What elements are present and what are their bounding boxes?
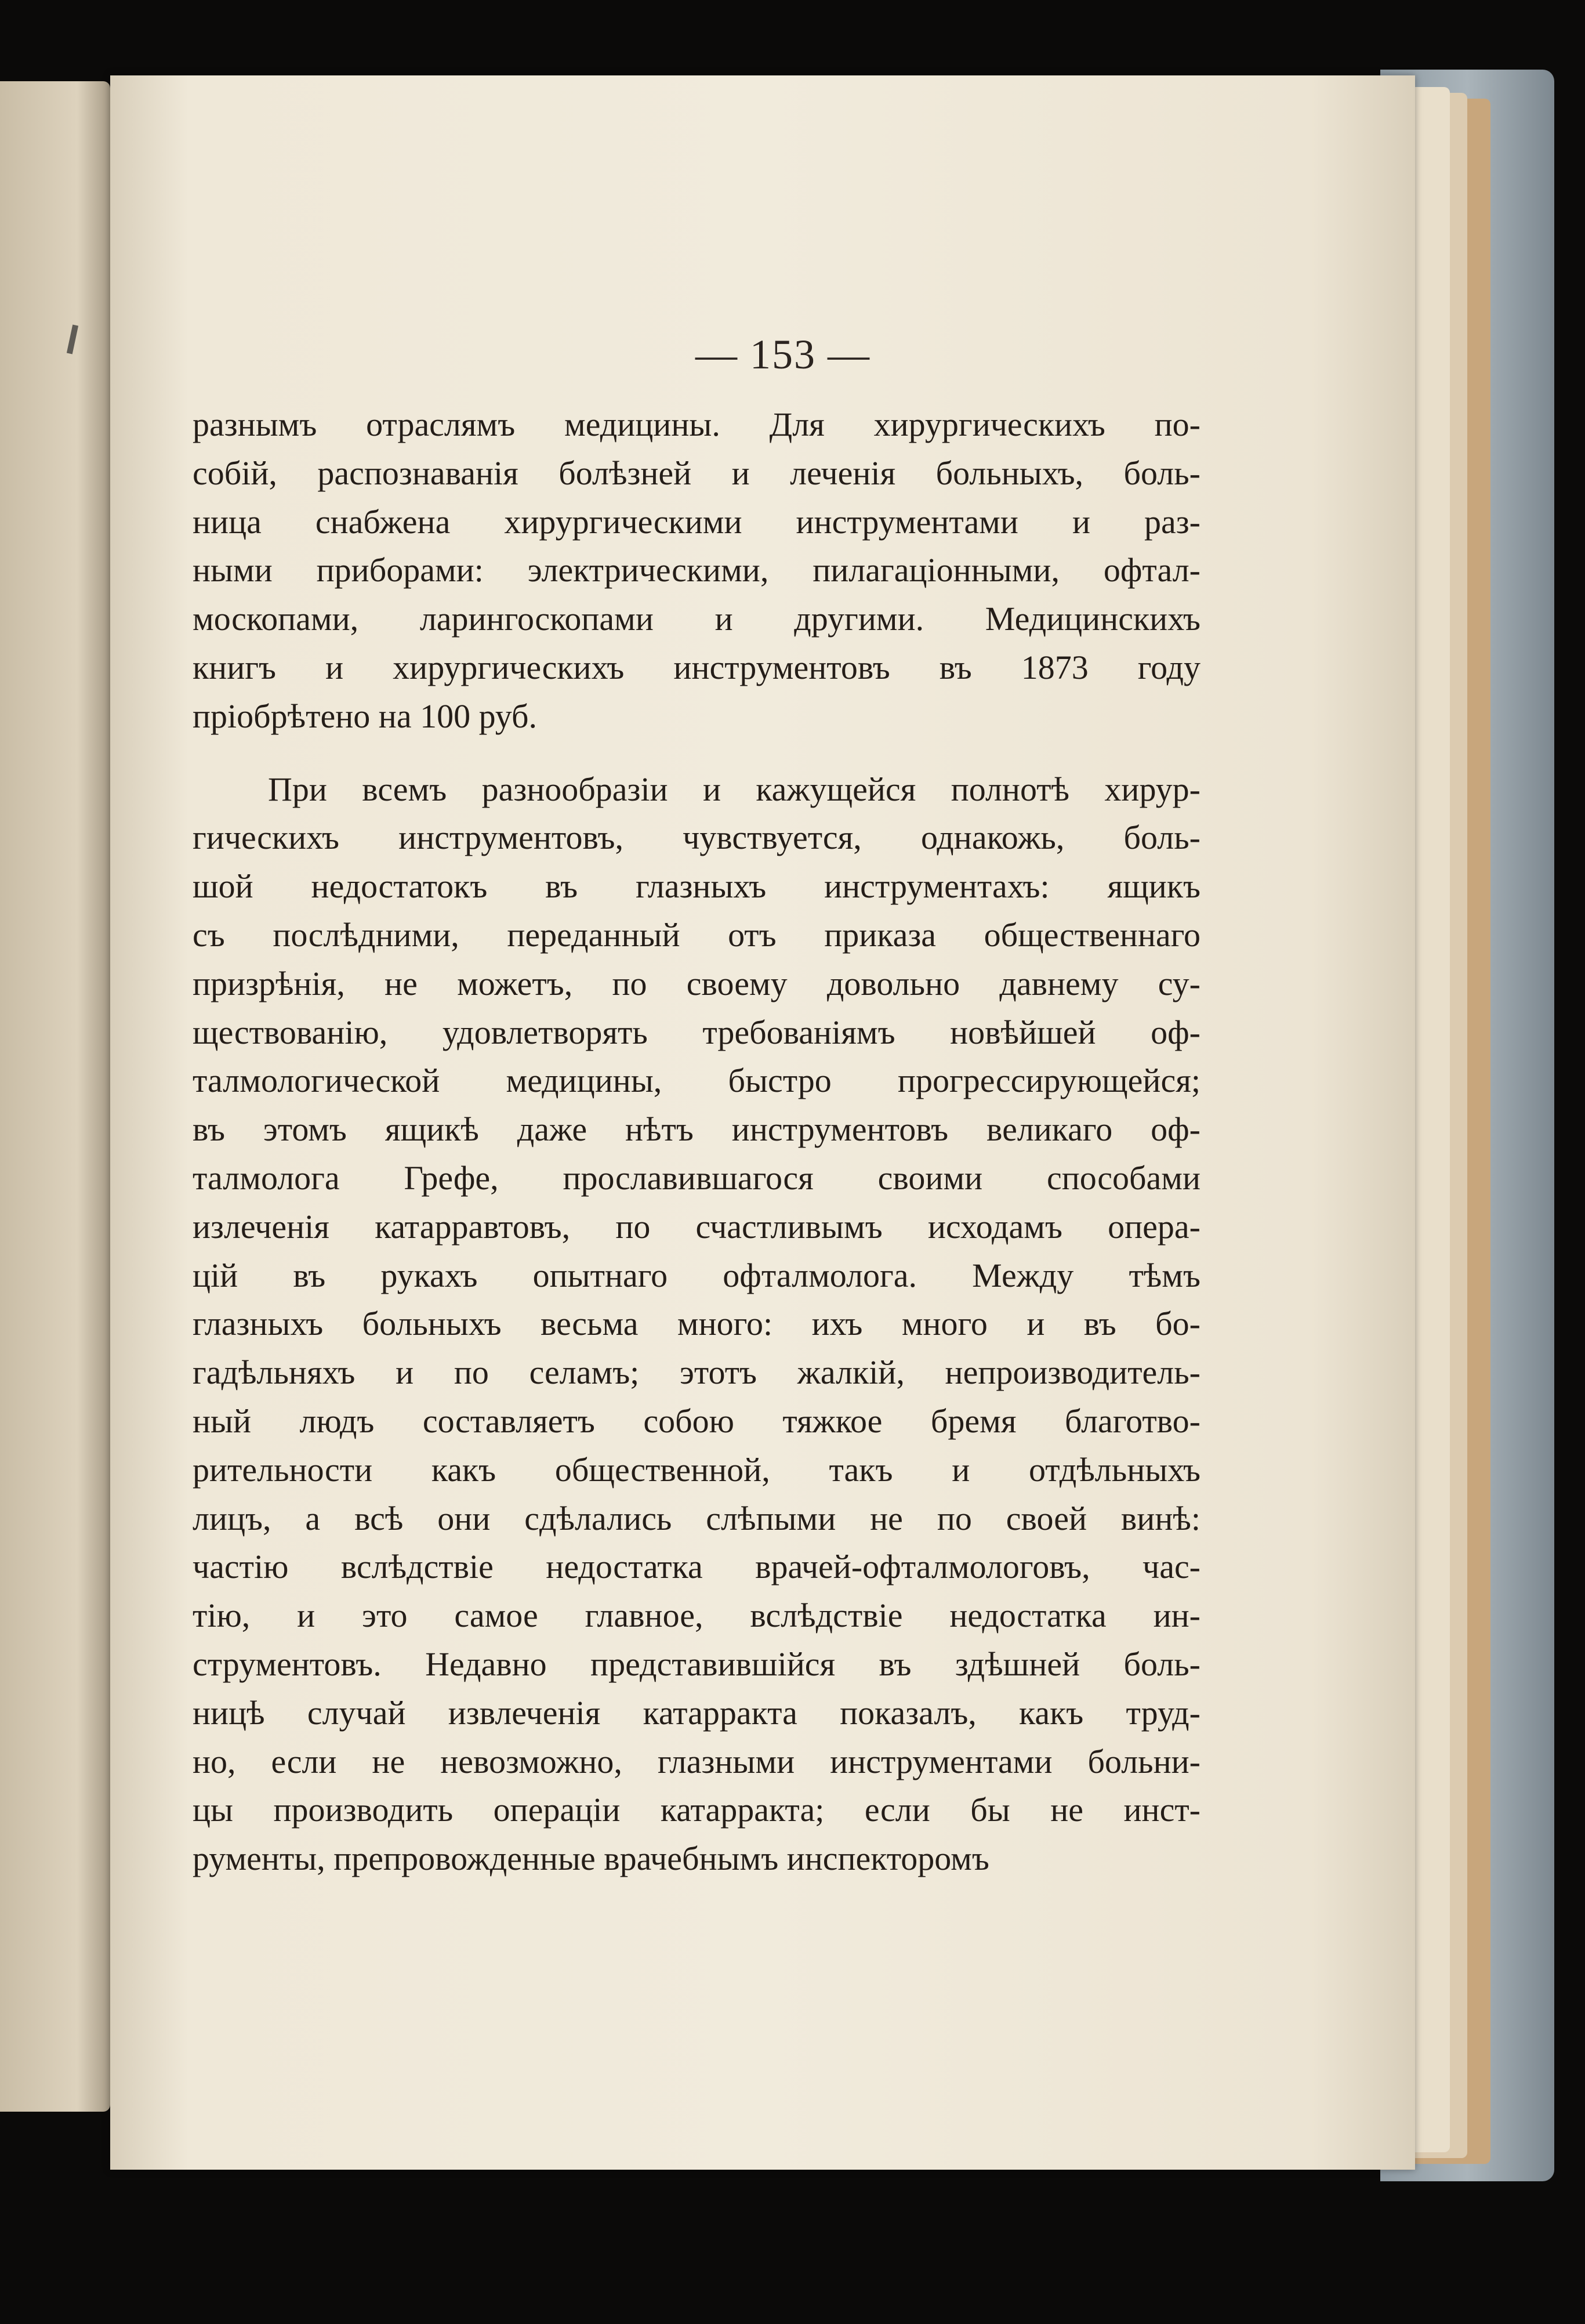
- text-line: гадѣльняхъ и по селамъ; этотъ жалкій, непроизводитель-: [193, 1353, 1200, 1392]
- text-line: ными приборами: электрическими, пилагаціонными, офтал-: [193, 551, 1200, 589]
- text-line: ществованію, удовлетворять требованіямъ новѣйшей оф-: [193, 1013, 1200, 1051]
- text-line: шой недостатокъ въ глазныхъ инструментахъ: ящикъ: [193, 867, 1200, 906]
- text-line: въ этомъ ящикѣ даже нѣтъ инструментовъ великаго оф-: [193, 1110, 1200, 1149]
- text-line: ницѣ случай извлеченія катарракта показалъ, какъ труд-: [193, 1693, 1200, 1732]
- paragraph-1: [193, 400, 1200, 741]
- text-line: струментовъ. Недавно представившійся въ здѣшней боль-: [193, 1645, 1200, 1683]
- text-line: разнымъ отраслямъ медицины. Для хирургическихъ по-: [193, 406, 1200, 443]
- text-line: цы производить операціи катарракта; если бы не инст-: [193, 1791, 1200, 1829]
- text-line: ный людъ составляетъ собою тяжкое бремя благотво-: [193, 1402, 1200, 1440]
- text-line: глазныхъ больныхъ весьма много: ихъ много и въ бо-: [193, 1305, 1200, 1343]
- text-line: гическихъ инструментовъ, чувствуется, однакожь, боль-: [193, 819, 1200, 857]
- paragraph-gap: [193, 741, 1200, 765]
- text-line: рументы, препровожденные врачебнымъ инспекторомъ: [193, 1840, 989, 1878]
- text-line: лицъ, а всѣ они сдѣлались слѣпыми не по своей винѣ:: [193, 1499, 1200, 1537]
- text-line: пріобрѣтено на 100 руб.: [193, 697, 538, 735]
- text-line: призрѣнія, не можетъ, по своему довольно давнему су-: [193, 964, 1200, 1002]
- text-line: но, если не невозможно, глазными инструментами больни-: [193, 1742, 1200, 1780]
- text-line: ница снабжена хирургическими инструментами и раз-: [193, 502, 1200, 541]
- text-line: москопами, ларингоскопами и другими. Медицинскихъ: [193, 600, 1200, 638]
- text-line: цій въ рукахъ опытнаго офталмолога. Между тѣмъ: [193, 1256, 1200, 1294]
- body-text: [193, 400, 1200, 1883]
- left-facing-page: [0, 81, 110, 2112]
- page-number: — 153 —: [695, 331, 871, 378]
- text-line: При всемъ разнообразіи и кажущейся полнотѣ хирур-: [268, 770, 1200, 808]
- text-line: собій, распознаванія болѣзней и леченія больныхъ, боль-: [193, 454, 1200, 492]
- text-line: съ послѣдними, переданный отъ приказа общественнаго: [193, 915, 1200, 954]
- text-line: частію вслѣдствіе недостатка врачей-офталмологовъ, час-: [193, 1548, 1200, 1586]
- paragraph-2: [193, 765, 1200, 1883]
- text-line: талмологической медицины, быстро прогрессирующейся;: [193, 1062, 1200, 1100]
- text-line: излеченія катарравтовъ, по счастливымъ исходамъ опера-: [193, 1207, 1200, 1246]
- text-line: тію, и это самое главное, вслѣдствіе недостатка ин-: [193, 1597, 1200, 1635]
- text-line: талмолога Грефе, прославившагося своими способами: [193, 1159, 1200, 1197]
- text-line: рительности какъ общественной, такъ и отдѣльныхъ: [193, 1450, 1200, 1489]
- text-line: книгъ и хирургическихъ инструментовъ въ 1873 году: [193, 648, 1200, 686]
- ink-mark: [67, 325, 78, 354]
- book-page: [110, 75, 1415, 2170]
